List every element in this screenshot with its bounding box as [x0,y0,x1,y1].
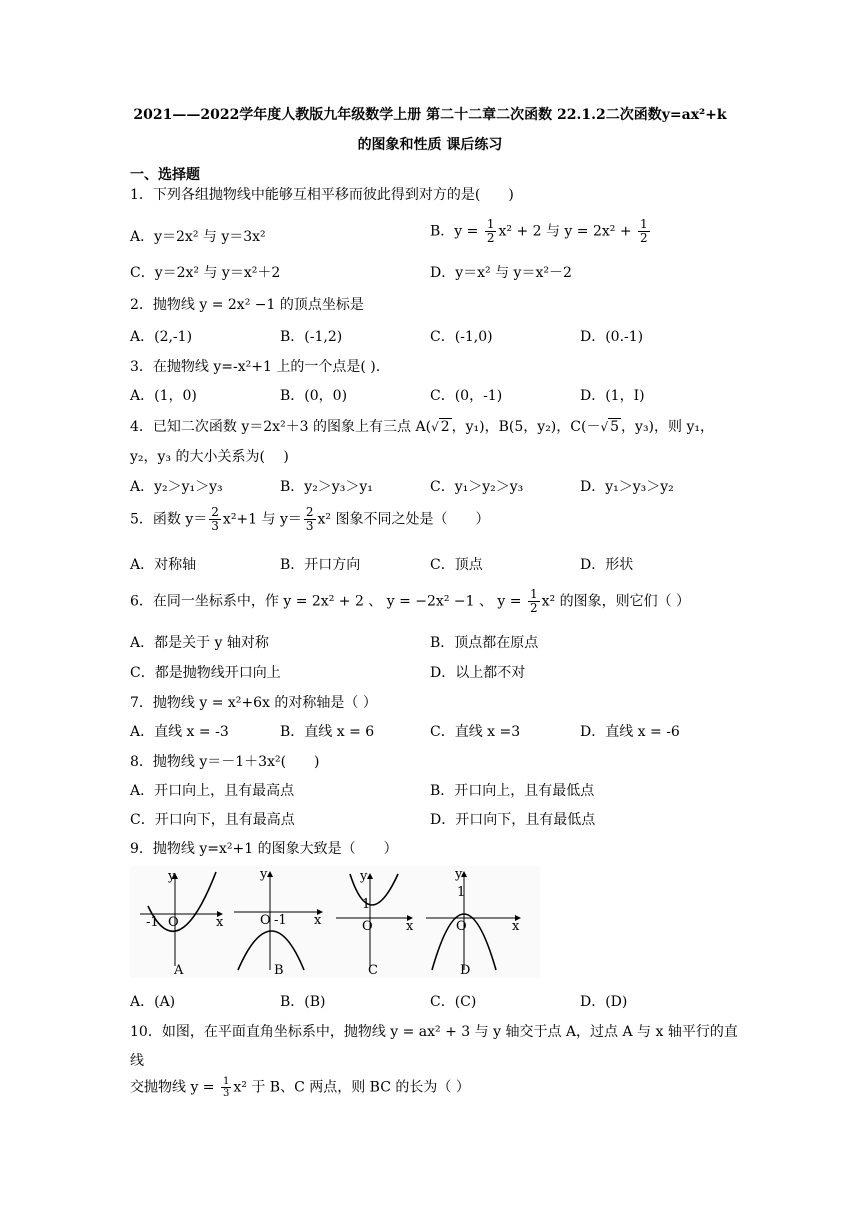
q10-line-3-b: x² 于 B、C 两点，则 BC 的长为（ ） [233,1079,470,1096]
graph-a-x-label: x [216,915,224,930]
graph-b-caption: B [274,963,284,978]
q7-option-a: A．直线 x = -3 [130,724,229,740]
q4-option-d: D．y₁＞y₃＞y₂ [580,479,674,495]
q6-option-d: D．以上都不对 [430,665,526,681]
graph-c [336,869,414,978]
q6-option-c: C．都是抛物线开口向上 [130,665,281,681]
q9-option-a: A．(A) [130,994,176,1010]
q10-line-3-a: 交抛物线 y = [130,1079,219,1096]
q3-option-c: C．(0，-1) [430,388,503,404]
graph-a-origin: O [168,915,179,930]
q5-fraction-2-den: 3 [305,519,314,533]
q7-option-c: C．直线 x =3 [430,724,521,740]
graph-d-y-label: y [455,867,463,882]
graph-d-origin: O [456,919,467,934]
q10-fraction-num: 1 [223,1076,230,1087]
graph-b-x-label: x [314,913,322,928]
q5-stem-a: 5．函数 y＝ [130,511,208,528]
q7-option-d: D．直线 x = -6 [580,724,680,740]
q9-figure-svg [130,866,540,978]
q2-option-b: B．(-1,2) [280,329,343,345]
q6-stem [130,588,690,615]
q5-stem-c: x² 图象不同之处是（ ） [317,511,490,528]
q2-stem: 2．抛物线 y = 2x² −1 的顶点坐标是 [130,297,364,313]
q5-option-a: A．对称轴 [130,557,197,573]
graph-d [426,867,520,978]
q4-stem: 4．已知二次函数 y＝2x²＋3 的图象上有三点 A(√ 2 ，y₁)，B(5，y₂)，C(－√ 5 ，y₃)，则 y₁， [130,419,714,435]
graph-b-y-label: y [260,867,268,882]
q5-fraction-1-den: 3 [211,519,219,533]
q6-option-a: A．都是关于 y 轴对称 [130,635,269,651]
q5-fraction-1 [209,506,221,533]
q3-option-b: B．(0，0) [280,388,348,404]
q5-stem [130,506,490,533]
graph-d-tick: 1 [457,885,466,900]
q4-stem-line-2: y₂，y₃ 的大小关系为( ) [130,449,289,465]
q9-option-d: D．(D) [580,994,628,1010]
q8-option-c: C．开口向下，且有最高点 [130,812,295,828]
q4-stem-b: ，y₁)，B(5，y₂)，C(－ [451,419,601,435]
q9-option-c: C．(C) [430,994,477,1010]
section-heading: 一、选择题 [130,167,200,183]
q6-option-b: B．顶点都在原点 [430,635,539,651]
q10-line-2: 线 [130,1053,144,1069]
q6-fraction-den: 2 [529,601,538,615]
graph-a-tick: -1 [146,915,159,930]
graph-c-origin: O [362,919,373,934]
q1-stem: 1．下列各组抛物线中能够互相平移而彼此得到对方的是( ) [130,187,514,203]
q10-fraction-den: 3 [223,1088,230,1099]
graph-d-caption: D [460,963,471,978]
q2-option-d: D．(0.-1) [580,329,644,345]
q6-fraction-num: 1 [529,587,538,601]
q8-option-d: D．开口向下，且有最低点 [430,812,596,828]
q7-option-b: B．直线 x = 6 [280,724,375,740]
q2-option-a: A．(2,-1) [130,329,193,345]
q6-stem-a: 6．在同一坐标系中，作 y = 2x² + 2 、 y = −2x² −1 、 y = [130,593,526,610]
graph-b-origin: O [260,913,271,928]
q5-fraction-2 [304,506,316,533]
q3-stem: 3．在抛物线 y=-x²+1 上的一个点是( ). [130,359,381,375]
graph-d-x-label: x [512,919,520,934]
graph-a-caption: A [174,963,184,978]
q1-b-prefix: B． [430,223,455,240]
graph-a [140,869,224,978]
q6-fraction [528,588,540,615]
q5-option-d: D．形状 [580,557,634,573]
q9-stem: 9．抛物线 y=x²+1 的图象大致是（ ） [130,841,398,857]
q4-stem-a: 4．已知二次函数 y＝2x²＋3 的图象上有三点 A( [130,419,432,435]
q4-stem-c: ，y₃)，则 y₁， [621,419,714,435]
graph-a-y-label: y [168,869,176,884]
q5-option-b: B．开口方向 [280,557,361,573]
q2-option-c: C．(-1,0) [430,329,493,345]
q8-option-a: A．开口向上，且有最高点 [130,783,295,799]
q10-line-1: 10．如图，在平面直角坐标系中，抛物线 y = ax² + 3 与 y 轴交于点 A，过点 A 与 x 轴平行的直 [130,1024,738,1040]
q4-option-b: B．y₂＞y₃＞y₁ [280,479,373,495]
q1-b-fraction-2: $\frac{1}{2}$ [640,217,648,245]
q3-option-d: D．(1，I) [580,388,645,404]
q1-option-a: A．y＝2x² 与 y＝3x² [130,229,266,245]
q1-b-part-a: y = [454,223,483,240]
q7-stem: 7．抛物线 y = x²+6x 的对称轴是（ ） [130,695,377,711]
q4-option-c: C．y₁＞y₂＞y₃ [430,479,524,495]
q10-line-3 [130,1076,470,1099]
q5-option-c: C．顶点 [430,557,483,573]
q3-option-a: A．(1，0) [130,388,197,404]
q1-b-part-b: x² + 2 与 y = 2x² + [498,223,637,240]
q1-b-fraction-1: $\frac{1}{2}$ [486,217,495,245]
graph-c-x-label: x [406,919,414,934]
graph-c-tick: 1 [362,897,371,912]
graph-b-tick: -1 [274,913,287,928]
q4-sqrt-2: 2 [440,419,450,435]
q1-option-c: C．y＝2x² 与 y＝x²＋2 [130,265,281,281]
q5-fraction-1-num: 2 [211,505,219,519]
q1-option-b [430,218,652,245]
q9-option-b: B．(B) [280,994,326,1010]
q10-fraction [221,1076,231,1099]
q9-figure [130,866,540,978]
q1-option-d: D．y＝x² 与 y＝x²－2 [430,265,572,281]
q8-stem: 8．抛物线 y＝－1＋3x²( ) [130,754,320,770]
graph-b [234,867,322,978]
q8-option-b: B．开口向上，且有最低点 [430,783,595,799]
graph-c-y-label: y [360,869,368,884]
q4-option-a: A．y₂＞y₁＞y₃ [130,479,223,495]
title-line-1: 2021——2022学年度人教版九年级数学上册 第二十二章二次函数 22.1.2二次函数y=ax²+k [133,107,727,123]
q4-sqrt-5: 5 [610,419,620,435]
q6-stem-b: x² 的图象，则它们（ ） [541,593,691,610]
graph-c-caption: C [368,963,378,978]
title-line-2: 的图象和性质 课后练习 [357,137,503,153]
q5-fraction-2-num: 2 [305,505,314,519]
q5-stem-b: x²+1 与 y＝ [222,511,302,528]
